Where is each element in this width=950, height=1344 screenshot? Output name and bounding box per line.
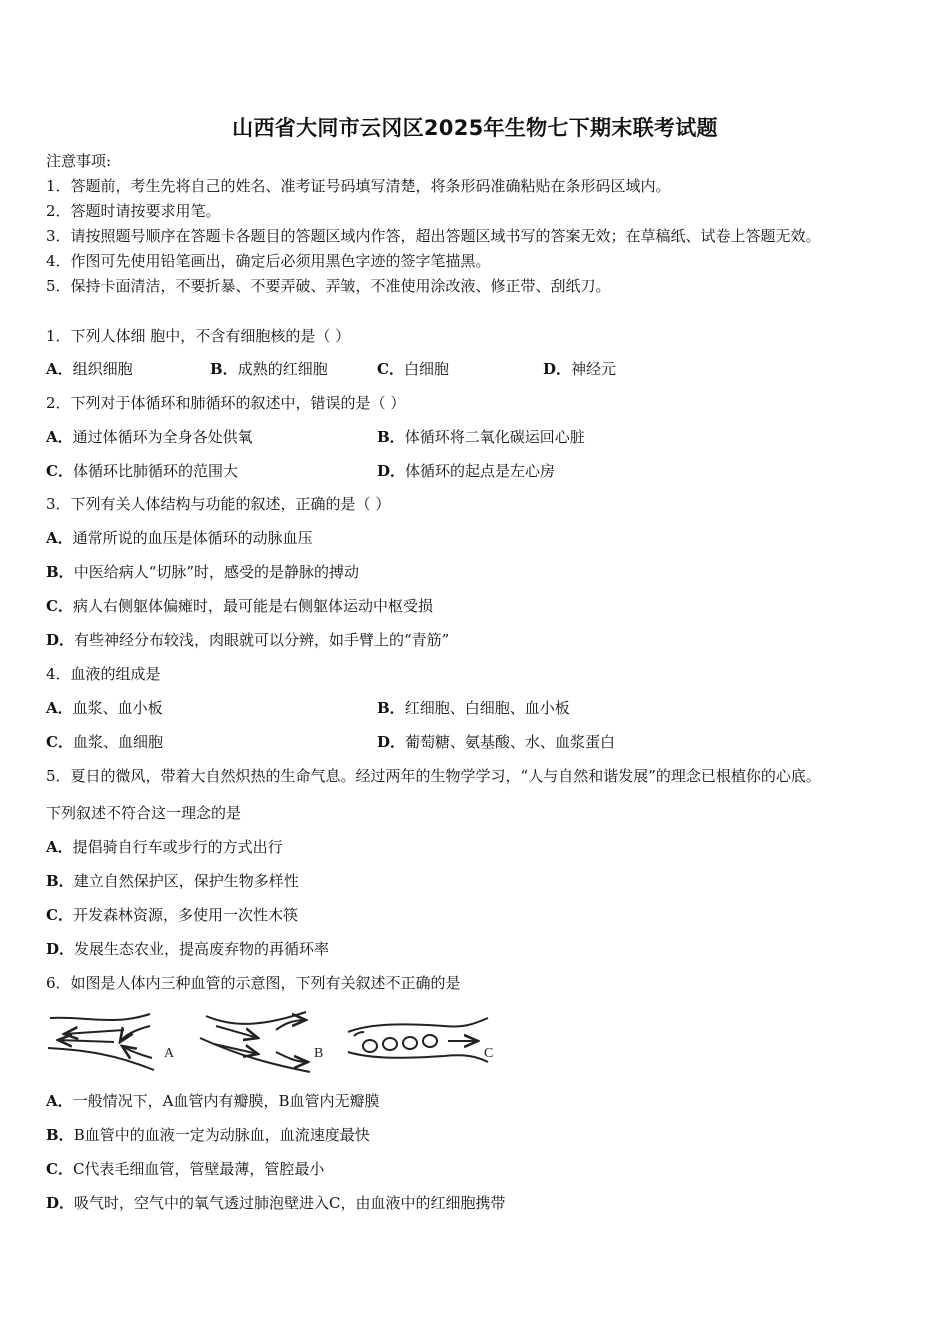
- option-label: B．: [210, 360, 238, 378]
- question-stem: 4．血液的组成是: [46, 665, 161, 683]
- option-text: 红细胞、白细胞、血小板: [404, 699, 570, 717]
- option-d: [377, 732, 615, 752]
- page-title: 山西省大同市云冈区2025年生物七下期末联考试题: [232, 116, 718, 140]
- option-label: D．: [46, 631, 75, 649]
- option-text: 有些神经分布较浅，肉眼就可以分辨，如手臂上的“青筋”: [74, 631, 450, 649]
- option-b: [377, 427, 585, 447]
- vessel-c: [348, 1018, 488, 1062]
- option-text: 血浆、血细胞: [72, 733, 163, 751]
- notice-item: 3．请按照题号顺序在答题卡各题目的答题区域内作答，超出答题区域书写的答案无效；在草稿纸、试卷上答题无效。: [46, 227, 821, 245]
- option-label: B．: [377, 699, 405, 717]
- question-stem: 3．下列有关人体结构与功能的叙述，正确的是（ ）: [46, 495, 391, 513]
- option-a: [46, 1091, 380, 1111]
- option-d: [46, 939, 329, 959]
- option-label: B．: [46, 872, 74, 890]
- blood-vessel-figure: [44, 1008, 504, 1078]
- option-label: A．: [46, 360, 73, 378]
- option-label: C．: [377, 360, 404, 378]
- option-label: D．: [46, 940, 75, 958]
- option-text: 成熟的红细胞: [237, 360, 328, 378]
- option-a: [46, 837, 283, 857]
- option-a: [46, 427, 253, 447]
- notice-heading: 注意事项:: [46, 152, 112, 170]
- option-c: [46, 905, 298, 925]
- option-text: 开发森林资源，多使用一次性木筷: [72, 906, 298, 924]
- option-text: 体循环将二氧化碳运回心脏: [404, 428, 585, 446]
- option-text: C代表毛细血管，管壁最薄，管腔最小: [72, 1160, 325, 1178]
- option-b: [377, 698, 570, 718]
- notice-item: 2．答题时请按要求用笔。: [46, 202, 221, 220]
- blood-vessel-diagram: [44, 1008, 504, 1078]
- option-d: [543, 359, 616, 379]
- option-label: C．: [46, 462, 73, 480]
- option-label: D．: [377, 462, 406, 480]
- option-label: D．: [46, 1194, 75, 1212]
- option-a: [46, 528, 313, 548]
- option-label: A．: [46, 838, 73, 856]
- option-text: 一般情况下，A血管内有瓣膜，B血管内无瓣膜: [72, 1092, 380, 1110]
- option-label: A．: [46, 529, 73, 547]
- option-text: 中医给病人“切脉”时，感受的是静脉的搏动: [73, 563, 360, 581]
- vessel-a: [48, 1014, 154, 1070]
- option-b: [46, 1125, 370, 1145]
- question-stem: 2．下列对于体循环和肺循环的叙述中，错误的是（ ）: [46, 394, 406, 412]
- vessel-label-c: C: [484, 1046, 494, 1061]
- option-c: [46, 461, 238, 481]
- option-text: 发展生态农业，提高废弃物的再循环率: [74, 940, 330, 958]
- option-text: 血浆、血小板: [72, 699, 163, 717]
- question-stem: 1．下列人体细 胞中，不含有细胞核的是（ ）: [46, 327, 351, 345]
- option-label: A．: [46, 428, 73, 446]
- option-c: [46, 596, 433, 616]
- option-d: [46, 630, 449, 650]
- question-stem: 5．夏日的微风，带着大自然炽热的生命气息。经过两年的生物学学习，“人与自然和谐发展”的理念已根植你的心底。: [46, 767, 821, 785]
- notice-item: 5．保持卡面清洁，不要折暴、不要弄破、弄皱，不准使用涂改液、修正带、刮纸刀。: [46, 277, 611, 295]
- option-d: [46, 1193, 506, 1213]
- option-b: [46, 871, 299, 891]
- option-text: 吸气时，空气中的氧气透过肺泡壁进入C，由血液中的红细胞携带: [74, 1194, 506, 1212]
- option-c: [46, 1159, 324, 1179]
- option-c: [46, 732, 163, 752]
- option-text: 组织细胞: [72, 360, 133, 378]
- notice-item: 4．作图可先使用铅笔画出，确定后必须用黑色字迹的签字笔描黑。: [46, 252, 491, 270]
- option-label: D．: [377, 733, 406, 751]
- option-label: C．: [46, 597, 73, 615]
- option-a: [46, 359, 133, 379]
- option-text: 白细胞: [403, 360, 449, 378]
- vessel-b: [200, 1012, 310, 1072]
- option-label: A．: [46, 699, 73, 717]
- option-b: [46, 562, 359, 582]
- option-c: [377, 359, 449, 379]
- option-a: [46, 698, 163, 718]
- option-label: B．: [377, 428, 405, 446]
- option-text: 体循环比肺循环的范围大: [72, 462, 238, 480]
- option-label: C．: [46, 1160, 73, 1178]
- option-label: C．: [46, 733, 73, 751]
- option-text: 病人右侧躯体偏瘫时，最可能是右侧躯体运动中枢受损: [72, 597, 433, 615]
- vessel-label-b: B: [314, 1046, 324, 1061]
- option-text: 神经元: [571, 360, 617, 378]
- option-label: A．: [46, 1092, 73, 1110]
- option-text: B血管中的血液一定为动脉血，血流速度最快: [73, 1126, 370, 1144]
- question-stem: 6．如图是人体内三种血管的示意图，下列有关叙述不正确的是: [46, 974, 461, 992]
- option-text: 葡萄糖、氨基酸、水、血浆蛋白: [405, 733, 616, 751]
- option-text: 体循环的起点是左心房: [405, 462, 556, 480]
- option-label: B．: [46, 563, 74, 581]
- vessel-label-a: A: [164, 1046, 175, 1061]
- option-label: B．: [46, 1126, 74, 1144]
- option-text: 提倡骑自行车或步行的方式出行: [72, 838, 283, 856]
- option-text: 通常所说的血压是体循环的动脉血压: [72, 529, 313, 547]
- option-b: [210, 359, 328, 379]
- option-text: 通过体循环为全身各处供氧: [72, 428, 253, 446]
- option-label: D．: [543, 360, 572, 378]
- notice-item: 1．答题前，考生先将自己的姓名、准考证号码填写清楚，将条形码准确粘贴在条形码区域内。: [46, 177, 671, 195]
- option-d: [377, 461, 555, 481]
- option-label: C．: [46, 906, 73, 924]
- question-stem-cont: 下列叙述不符合这一理念的是: [46, 804, 242, 822]
- option-text: 建立自然保护区，保护生物多样性: [73, 872, 299, 890]
